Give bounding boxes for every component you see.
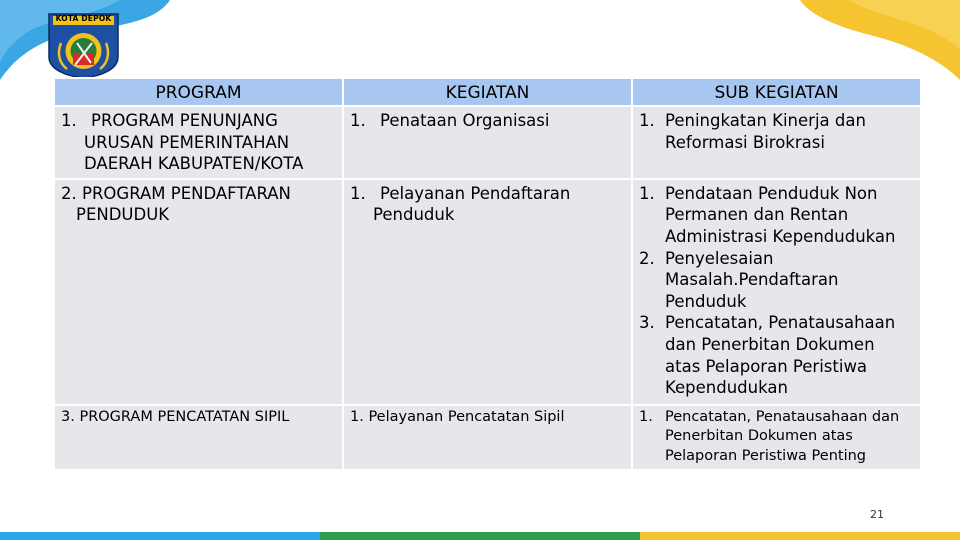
item-number: 2. (639, 248, 655, 268)
program-number: 3. (61, 408, 75, 425)
sub-kegiatan-cell (632, 405, 921, 471)
program-cell (54, 405, 343, 471)
header-sub-kegiatan: SUB KEGIATAN (632, 78, 921, 106)
table-header-row (54, 78, 921, 106)
kota-depok-logo (47, 13, 120, 79)
program-table (53, 77, 922, 471)
page-number: 21 (870, 508, 884, 521)
kegiatan-number: 1. (350, 111, 366, 130)
kegiatan-name: Pelayanan Pencatatan Sipil (368, 408, 565, 425)
list-item (639, 248, 914, 313)
program-cell (54, 179, 343, 405)
kegiatan-cell (343, 179, 632, 405)
table-row (54, 405, 921, 471)
list-item (639, 110, 914, 153)
table-row (54, 106, 921, 179)
kegiatan-cell (343, 106, 632, 179)
kegiatan-number: 1. (350, 183, 366, 203)
item-number: 1. (639, 111, 655, 130)
item-number: 1. (639, 408, 653, 425)
item-text: Pencatatan, Penatausahaan dan Penerbitan Dokumen atas Pelaporan Peristiwa Penting (665, 408, 900, 464)
header-kegiatan: KEGIATAN (343, 78, 632, 106)
footer-bar-yellow (640, 532, 960, 540)
kegiatan-number: 1. (350, 408, 364, 425)
program-name: PROGRAM PENCATATAN SIPIL (79, 408, 290, 425)
item-text: Pendataan Penduduk Non Permanen dan Rentan Administrasi Kependudukan (665, 183, 896, 246)
footer-bar-green (320, 532, 640, 540)
item-number: 3. (639, 313, 655, 333)
kegiatan-cell (343, 405, 632, 471)
logo-caption: KOTA DEPOK (55, 14, 112, 23)
item-number: 1. (639, 183, 655, 203)
list-item (639, 312, 914, 398)
table-row (54, 179, 921, 405)
program-name: PROGRAM PENDAFTARAN PENDUDUK (76, 183, 291, 225)
item-text: Pencatatan, Penatausahaan dan Penerbitan Dokumen atas Pelaporan Peristiwa Kependudukan (665, 313, 896, 398)
kegiatan-name: Penataan Organisasi (380, 111, 550, 130)
program-number: 2. (61, 183, 77, 203)
sub-kegiatan-cell (632, 106, 921, 179)
program-number: 1. (61, 111, 77, 130)
item-text: Peningkatan Kinerja dan Reformasi Birokrasi (665, 111, 866, 152)
footer-bar-blue (0, 532, 320, 540)
item-text: Penyelesaian Masalah.Pendaftaran Penduduk (665, 248, 839, 311)
header-program: PROGRAM (54, 78, 343, 106)
program-cell (54, 106, 343, 179)
kegiatan-name: Pelayanan Pendaftaran Penduduk (373, 183, 571, 225)
list-item (639, 408, 914, 467)
corner-decoration-right (760, 0, 960, 80)
list-item (639, 183, 914, 248)
program-name: PROGRAM PENUNJANG URUSAN PEMERINTAHAN DAERAH KABUPATEN/KOTA (84, 111, 304, 174)
sub-kegiatan-cell (632, 179, 921, 405)
